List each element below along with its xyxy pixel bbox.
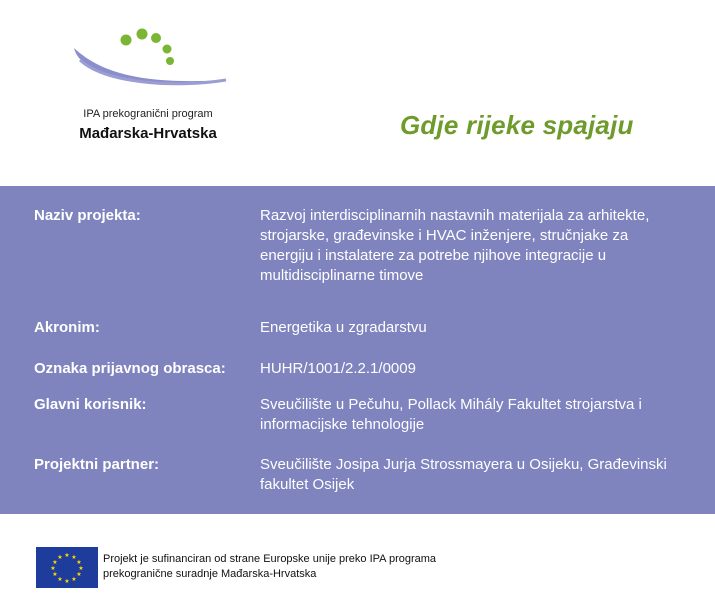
- program-name: Mađarska-Hrvatska: [79, 125, 217, 142]
- svg-text:★: ★: [64, 552, 70, 559]
- svg-text:★: ★: [71, 576, 77, 583]
- program-line: IPA prekogranični program: [83, 108, 213, 120]
- svg-text:★: ★: [52, 571, 58, 578]
- eu-funding-note: [103, 552, 503, 582]
- svg-text:★: ★: [57, 576, 63, 583]
- footer: [0, 514, 715, 614]
- ipa-program-logo-icon: [66, 26, 231, 96]
- label-application-code: Oznaka prijavnog obrasca:: [34, 360, 226, 377]
- label-project-name: Naziv projekta:: [34, 207, 141, 224]
- eu-flag-icon: [36, 547, 98, 588]
- label-acronym: Akronim:: [34, 319, 100, 336]
- project-info-panel: [0, 186, 715, 514]
- svg-text:★: ★: [52, 559, 58, 566]
- value-application-code: HUHR/1001/2.2.1/0009: [260, 360, 416, 377]
- value-lead-beneficiary: Sveučilište u Pečuhu, Pollack Mihály Fakultet strojarstva i informacijske tehnologije: [260, 396, 642, 433]
- value-acronym: Energetika u zgradarstvu: [260, 319, 427, 336]
- value-project-partner: Sveučilište Josipa Jurja Strossmayera u Osijeku, Građevinski fakultet Osijek: [260, 456, 667, 493]
- svg-text:★: ★: [71, 554, 77, 561]
- svg-text:★: ★: [76, 559, 82, 566]
- eu-funding-line-2: prekogranične suradnje Mađarska-Hrvatska: [103, 568, 317, 580]
- label-lead-beneficiary: Glavni korisnik:: [34, 396, 147, 413]
- label-project-partner: Projektni partner:: [34, 456, 160, 473]
- value-project-name: Razvoj interdisciplinarnih nastavnih materijala za arhitekte, strojarske, građevinske i HVAC inženjere, stručnjake za energiju i instalatere za potrebe njihove integracije u multidisciplinarne timove: [260, 207, 650, 284]
- svg-text:★: ★: [57, 554, 63, 561]
- header: [0, 0, 715, 186]
- svg-text:★: ★: [50, 565, 56, 572]
- svg-text:★: ★: [76, 571, 82, 578]
- svg-text:★: ★: [64, 578, 70, 585]
- eu-funding-line-1: Projekt je sufinanciran od strane Europske unije preko IPA programa: [103, 553, 437, 565]
- svg-text:★: ★: [78, 565, 84, 572]
- slogan: Gdje rijeke spajaju: [400, 110, 634, 140]
